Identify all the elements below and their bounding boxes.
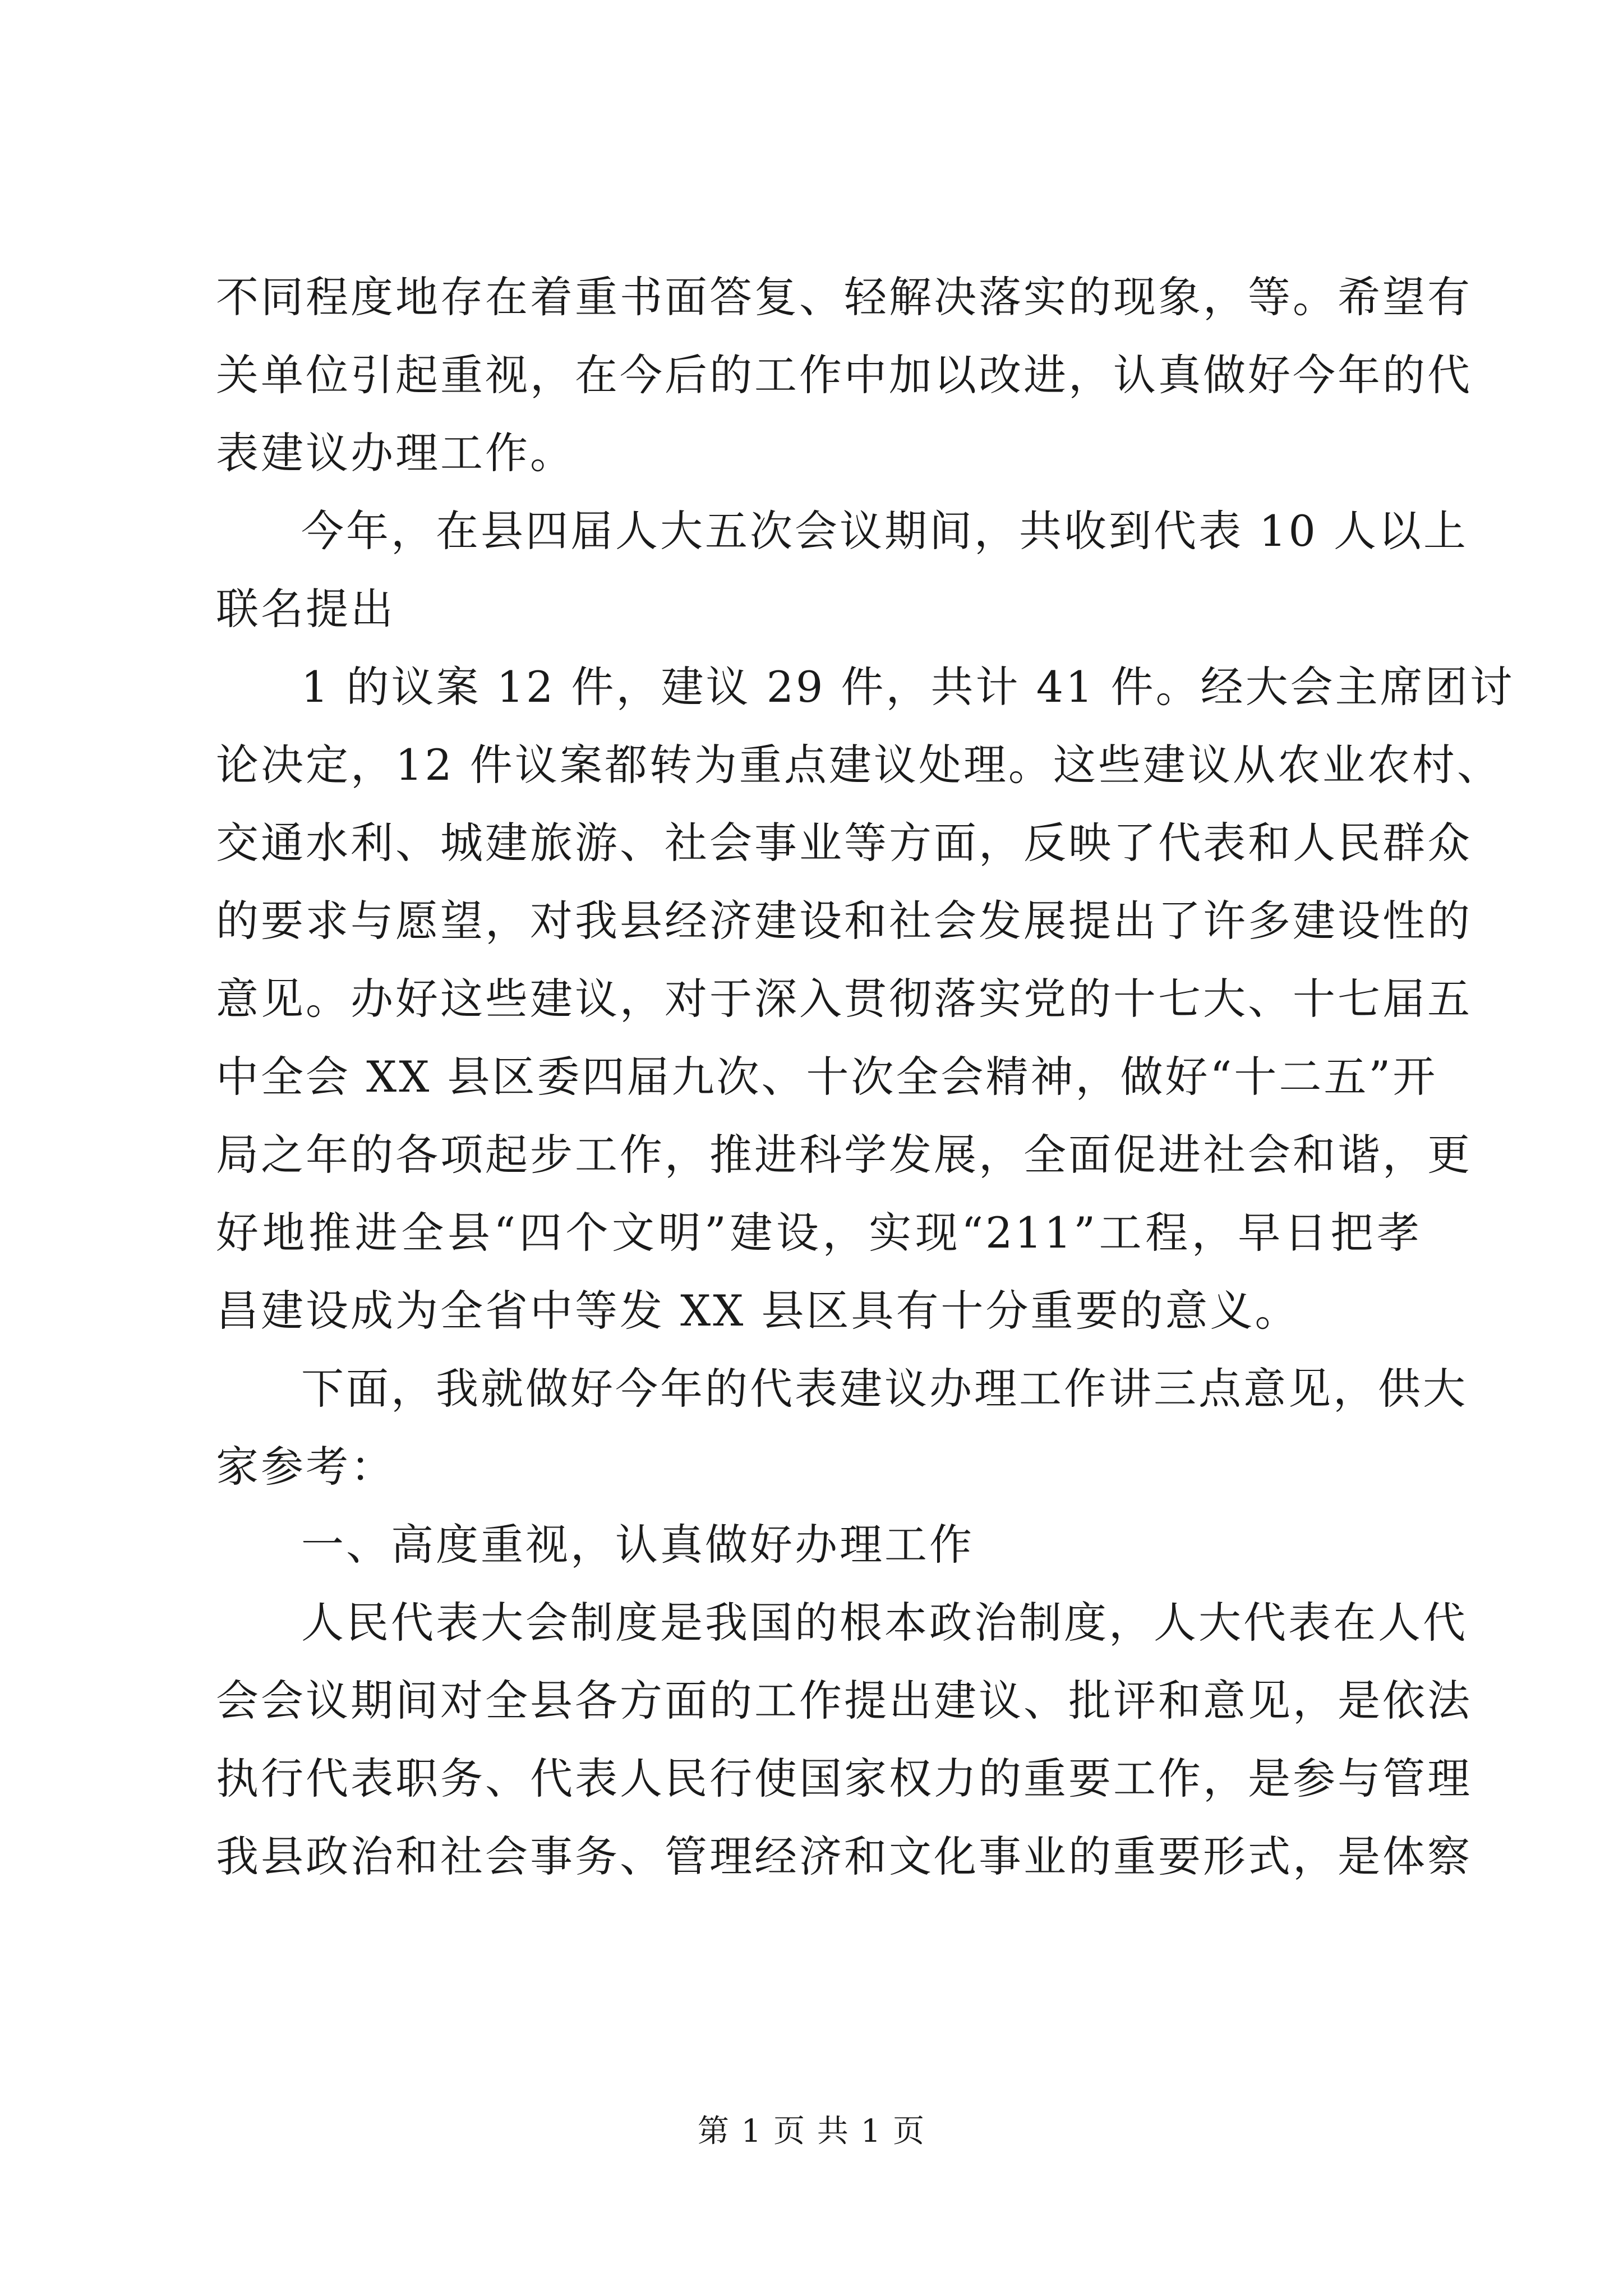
text-line: 人民代表大会制度是我国的根本政治制度，人大代表在人代	[301, 1598, 1468, 1648]
text-line: 中全会 XX 县区委四届九次、十次全会精神，做好“十二五”开	[216, 1052, 1438, 1102]
document-body	[216, 258, 1515, 1895]
text-line: 关单位引起重视，在今后的工作中加以改进，认真做好今年的代	[216, 350, 1472, 400]
text-line: 1 的议案 12 件，建议 29 件，共计 41 件。经大会主席团讨	[301, 662, 1515, 712]
text-line: 昌建设成为全省中等发 XX 县区具有十分重要的意义。	[216, 1286, 1300, 1336]
text-line: 不同程度地存在着重书面答复、轻解决落实的现象，等。希望有	[216, 272, 1472, 322]
text-line: 一、高度重视，认真做好办理工作	[301, 1520, 974, 1570]
text-line: 论决定，12 件议案都转为重点建议处理。这些建议从农业农村、	[216, 740, 1502, 790]
text-line: 今年，在县四届人大五次会议期间，共收到代表 10 人以上	[301, 506, 1469, 556]
text-line: 我县政治和社会事务、管理经济和文化事业的重要形式，是体察	[216, 1832, 1472, 1881]
text-line: 表建议办理工作。	[216, 428, 575, 478]
text-line: 家参考：	[216, 1442, 395, 1492]
text-line: 交通水利、城建旅游、社会事业等方面，反映了代表和人民群众	[216, 818, 1472, 868]
text-line: 联名提出	[216, 584, 395, 634]
text-line: 会会议期间对全县各方面的工作提出建议、批评和意见，是依法	[216, 1676, 1472, 1726]
page-footer: 第 1 页 共 1 页	[697, 2113, 926, 2150]
text-line: 执行代表职务、代表人民行使国家权力的重要工作，是参与管理	[216, 1754, 1472, 1803]
text-line: 的要求与愿望，对我县经济建设和社会发展提出了许多建设性的	[216, 896, 1472, 946]
text-line: 下面，我就做好今年的代表建议办理工作讲三点意见，供大	[301, 1364, 1468, 1414]
text-line: 局之年的各项起步工作，推进科学发展，全面促进社会和谐，更	[216, 1130, 1472, 1180]
text-line: 意见。办好这些建议，对于深入贯彻落实党的十七大、十七届五	[216, 974, 1472, 1024]
text-line: 好地推进全县“四个文明”建设，实现“211”工程，早日把孝	[216, 1208, 1422, 1258]
